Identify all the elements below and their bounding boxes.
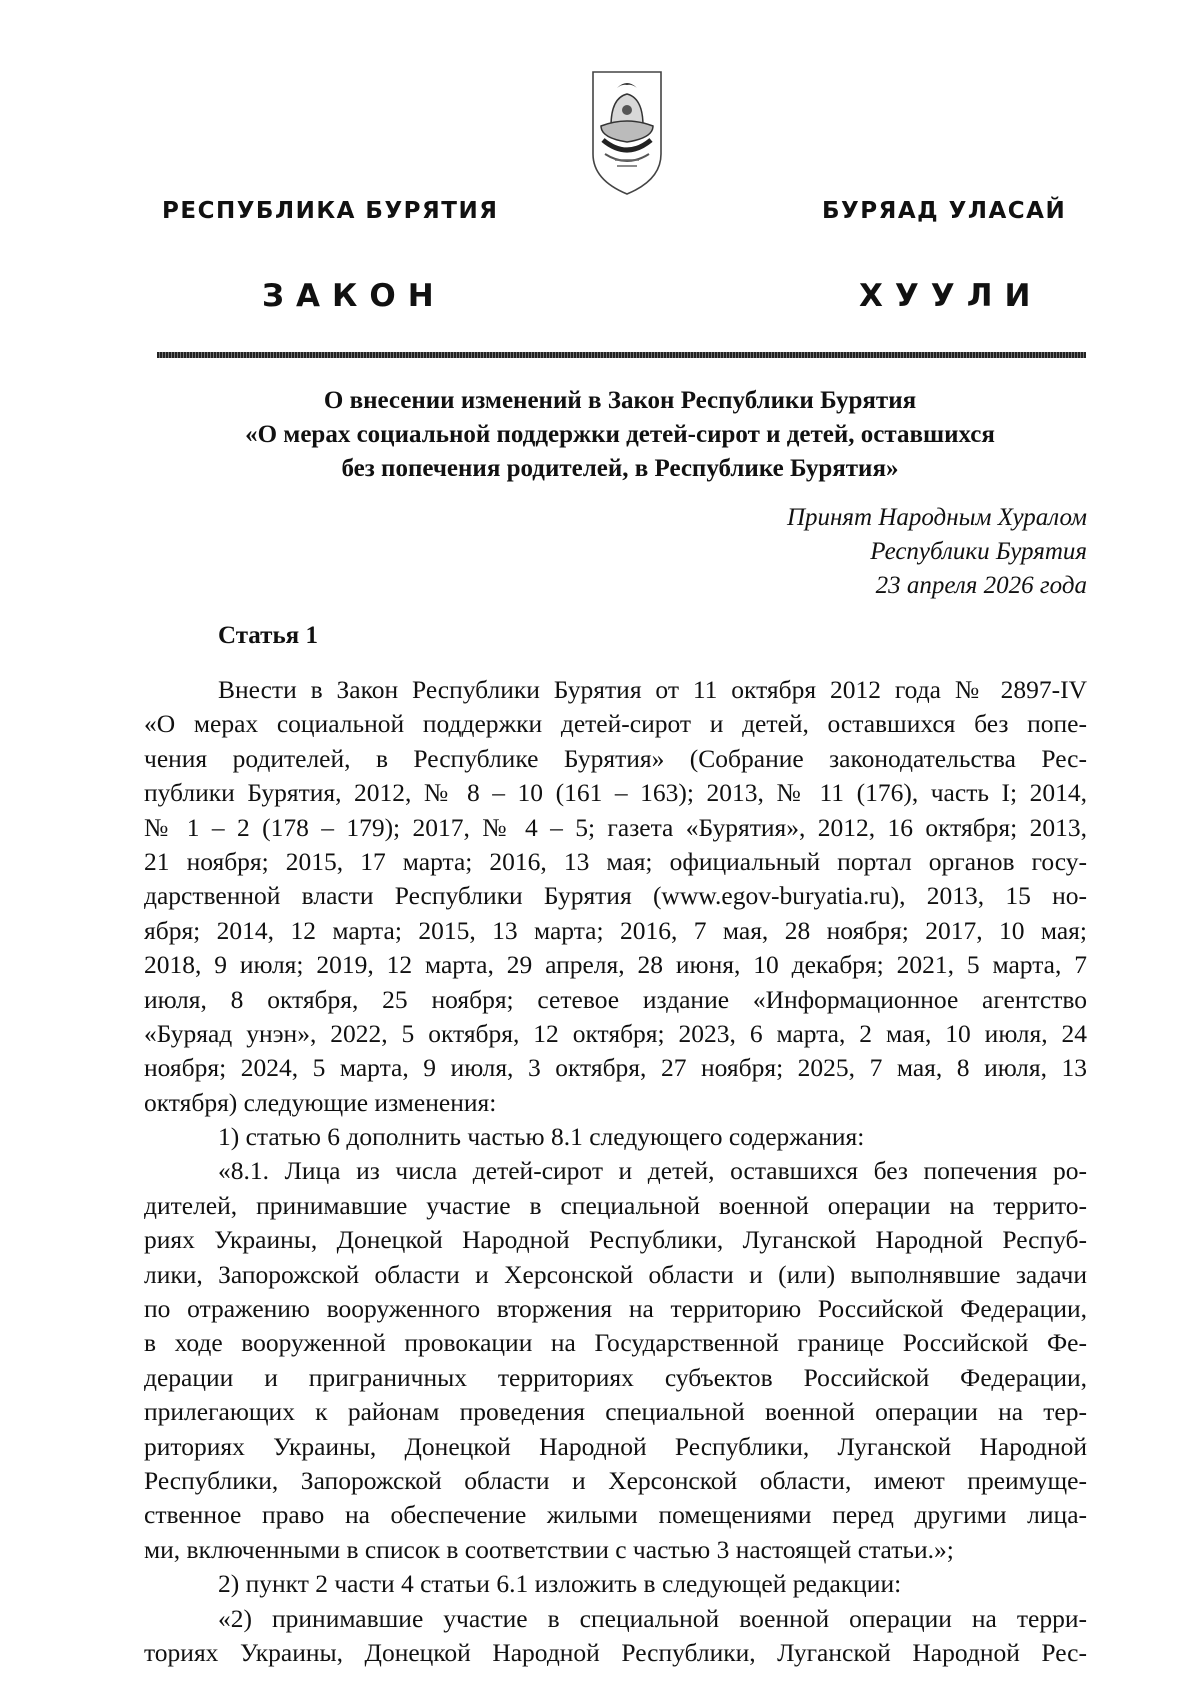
- law-title-line: без попечения родителей, в Республике Бурятия»: [341, 455, 899, 482]
- body-line: июля, 8 октября, 25 ноября; сетевое издание «Информационное агентство: [144, 984, 1087, 1014]
- document-type-russian: ЗАКОН: [262, 278, 446, 314]
- body-line: ми, включенными в список в соответствии с частью 3 настоящей статьи.»;: [144, 1534, 954, 1564]
- body-line: дерации и приграничных территориях субъектов Российской Федерации,: [144, 1362, 1087, 1392]
- body-line: в ходе вооруженной провокации на Государственной границе Российской Фе-: [144, 1328, 1087, 1358]
- adoption-line: Республики Бурятия: [870, 538, 1087, 565]
- republic-name-russian: РЕСПУБЛИКА БУРЯТИЯ: [162, 198, 499, 224]
- law-title: [150, 384, 1090, 486]
- adoption-line: Принят Народным Хуралом: [786, 504, 1087, 531]
- body-line: «8.1. Лица из числа детей-сирот и детей, оставшихся без попечения ро-: [218, 1156, 1087, 1186]
- header-divider: [157, 352, 1086, 358]
- body-line: дарственной власти Республики Бурятия (www.egov-buryatia.ru), 2013, 15 но-: [144, 881, 1087, 911]
- body-line: Республики, Запорожской области и Херсонской области, имеют преимуще-: [144, 1465, 1087, 1495]
- body-line: лики, Запорожской области и Херсонской области и (или) выполнявшие задачи: [144, 1259, 1087, 1289]
- body-line: «Буряад унэн», 2022, 5 октября, 12 октября; 2023, 6 марта, 2 мая, 10 июля, 24: [144, 1018, 1087, 1048]
- body-line: публики Бурятия, 2012, № 8 – 10 (161 – 163); 2013, № 11 (176), часть I; 2014,: [144, 778, 1087, 808]
- body-line: № 1 – 2 (178 – 179); 2017, № 4 – 5; газета «Бурятия», 2012, 16 октября; 2013,: [144, 812, 1087, 842]
- body-line: ственное право на обеспечение жилыми помещениями перед другими лица-: [144, 1500, 1087, 1530]
- body-line: 2018, 9 июля; 2019, 12 марта, 29 апреля, 28 июня, 10 декабря; 2021, 5 марта, 7: [144, 950, 1087, 980]
- law-title-line: «О мерах социальной поддержки детей-сирот и детей, оставшихся: [245, 421, 995, 448]
- body-line: Внести в Закон Республики Бурятия от 11 октября 2012 года № 2897-IV: [218, 675, 1087, 704]
- body-line: по отражению вооруженного вторжения на территорию Российской Федерации,: [144, 1294, 1087, 1324]
- adoption-note: [587, 501, 1087, 603]
- body-line: ноября; 2024, 5 марта, 9 июля, 3 октября, 27 ноября; 2025, 7 мая, 8 июля, 13: [144, 1053, 1087, 1083]
- body-line: 2) пункт 2 части 4 статьи 6.1 изложить в следующей редакции:: [218, 1569, 902, 1599]
- body-line: «2) принимавшие участие в специальной военной операции на терри-: [218, 1603, 1087, 1633]
- body-line: ября; 2014, 12 марта; 2015, 13 марта; 2016, 7 мая, 28 ноября; 2017, 10 мая;: [144, 915, 1087, 945]
- body-line: 21 ноября; 2015, 17 марта; 2016, 13 мая; официальный портал органов госу-: [144, 846, 1087, 876]
- body-line: риториях Украины, Донецкой Народной Республики, Луганской Народной: [144, 1431, 1087, 1461]
- body-line: прилегающих к районам проведения специальной военной операции на тер-: [144, 1397, 1087, 1427]
- body-line: чения родителей, в Республике Бурятия» (Собрание законодательства Рес-: [144, 743, 1087, 773]
- body-line: риях Украины, Донецкой Народной Республики, Луганской Народной Респуб-: [144, 1225, 1087, 1255]
- body-line: октября) следующие изменения:: [144, 1087, 497, 1117]
- body-line: 1) статью 6 дополнить частью 8.1 следующего содержания:: [218, 1122, 865, 1152]
- article-body: [144, 673, 1087, 1670]
- coat-of-arms-icon: [587, 68, 667, 198]
- law-title-line: О внесении изменений в Закон Республики Бурятия: [323, 387, 917, 414]
- republic-name-buryat: БУРЯАД УЛАСАЙ: [822, 198, 1067, 224]
- document-type-buryat: ХУУЛИ: [859, 278, 1043, 314]
- body-line: дителей, принимавшие участие в специальной военной операции на террито-: [144, 1190, 1087, 1220]
- body-line: «О мерах социальной поддержки детей-сирот и детей, оставшихся без попе-: [144, 709, 1087, 739]
- body-line: ториях Украины, Донецкой Народной Республики, Луганской Народной Рес-: [144, 1637, 1087, 1667]
- adoption-date: 23 апреля 2026 года: [875, 572, 1087, 599]
- article-heading: Статья 1: [218, 622, 318, 649]
